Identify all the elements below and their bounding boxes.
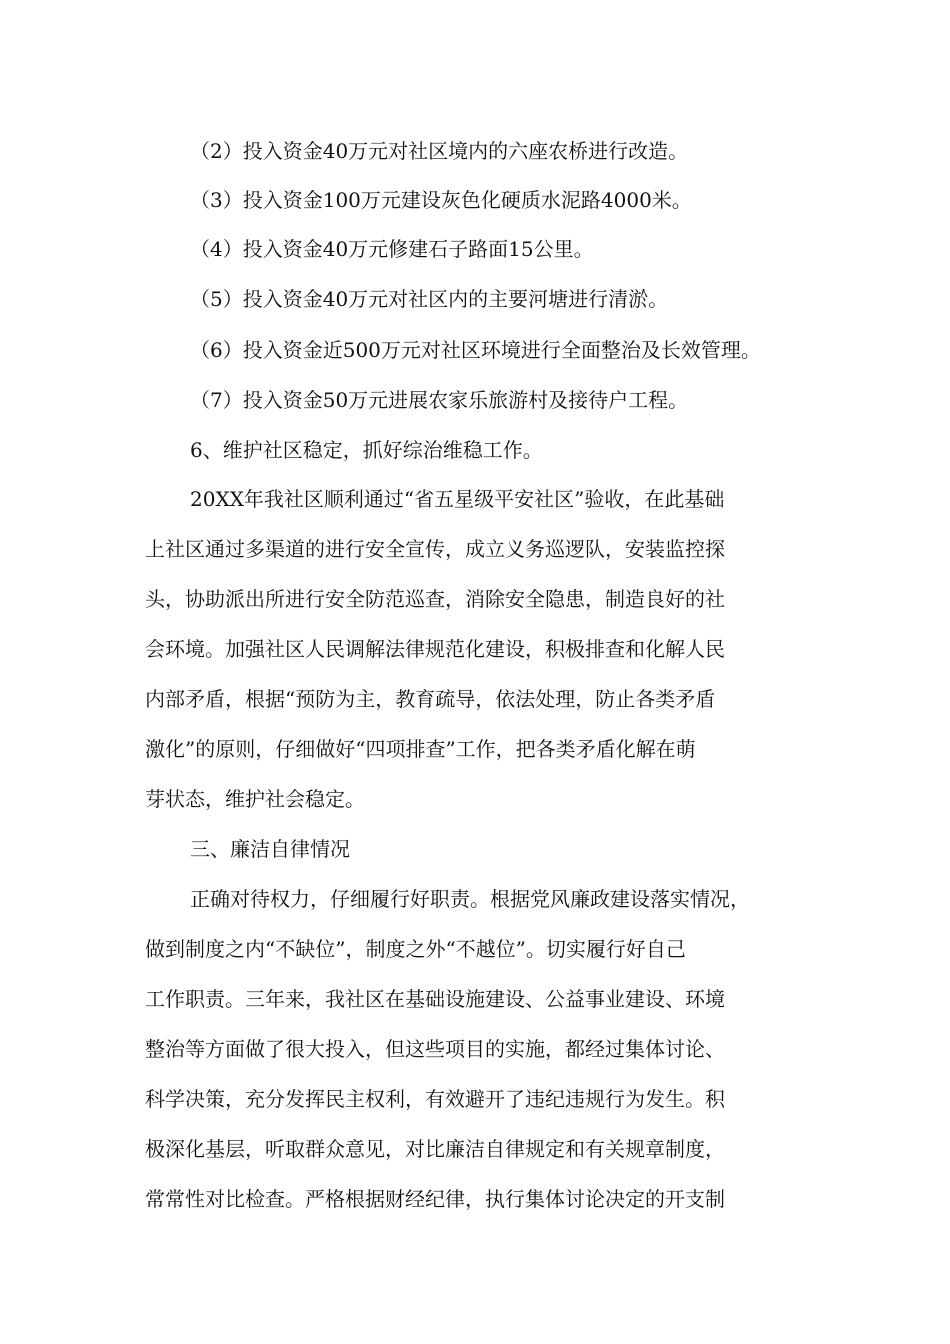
text-line: （4）投入资金40万元修建石子路面15公里。 [190, 237, 594, 261]
text-line: （5）投入资金40万元对社区内的主要河塘进行清淤。 [190, 287, 669, 311]
text-line: 工作职责。三年来，我社区在基础设施建设、公益事业建设、环境 [145, 987, 725, 1011]
section-heading: 三、廉洁自律情况 [190, 837, 350, 861]
text-line: （7）投入资金50万元进展农家乐旅游村及接待户工程。 [190, 388, 689, 412]
text-line: 极深化基层，听取群众意见，对比廉洁自律规定和有关规章制度， [145, 1137, 725, 1161]
text-line: 正确对待权力，仔细履行好职责。根据党风廉政建设落实情况， [190, 887, 750, 911]
text-line: 芽状态，维护社会稳定。 [145, 787, 365, 811]
section-heading: 6、维护社区稳定，抓好综治维稳工作。 [190, 438, 543, 462]
text-line: （6）投入资金近500万元对社区环境进行全面整治及长效管理。 [190, 338, 761, 362]
text-line: 上社区通过多渠道的进行安全宣传，成立义务巡逻队，安装监控探 [145, 537, 725, 561]
text-line: 科学决策，充分发挥民主权利，有效避开了违纪违规行为发生。积 [145, 1087, 725, 1111]
text-line: （2）投入资金40万元对社区境内的六座农桥进行改造。 [190, 139, 689, 163]
text-line: 20XX年我社区顺利通过“省五星级平安社区”验收，在此基础 [190, 487, 725, 511]
text-line: 整治等方面做了很大投入，但这些项目的实施，都经过集体讨论、 [145, 1037, 725, 1061]
text-line: 常常性对比检查。严格根据财经纪律，执行集体讨论决定的开支制 [145, 1187, 725, 1211]
text-line: 做到制度之内“不缺位”，制度之外“不越位”。切实履行好自己 [145, 937, 686, 961]
text-line: （3）投入资金100万元建设灰色化硬质水泥路4000米。 [190, 188, 692, 212]
text-line: 激化”的原则，仔细做好“四项排查”工作，把各类矛盾化解在萌 [145, 737, 696, 761]
text-line: 头，协助派出所进行安全防范巡查，消除安全隐患，制造良好的社 [145, 587, 725, 611]
text-line: 内部矛盾，根据“预防为主，教育疏导，依法处理，防止各类矛盾 [145, 687, 716, 711]
text-line: 会环境。加强社区人民调解法律规范化建设，积极排查和化解人民 [145, 637, 725, 661]
